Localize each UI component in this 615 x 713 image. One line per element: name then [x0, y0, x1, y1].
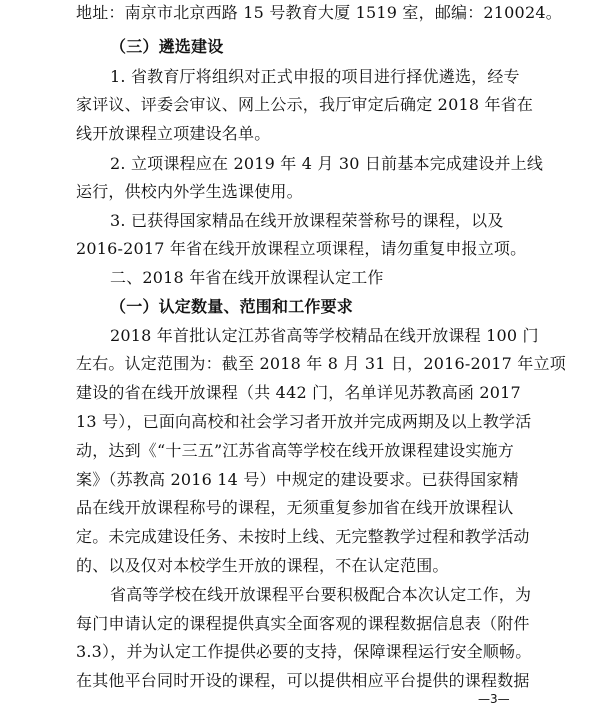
paragraph-line: 2018 年首批认定江苏省高等学校精品在线开放课程 100 门	[110, 326, 539, 345]
paragraph-line: 的、以及仅对本校学生开放的课程，不在认定范围。	[76, 556, 449, 575]
paragraph-line: 家评议、评委会审议、网上公示，我厅审定后确定 2018 年省在	[76, 95, 534, 114]
paragraph-line: 动，达到《“十三五”江苏省高等学校在线开放课程建设实施方	[76, 441, 514, 460]
section-heading-2018-course-recognition: 二、2018 年省在线开放课程认定工作	[110, 268, 384, 287]
paragraph-line: 运行，供校内外学生选课使用。	[76, 182, 303, 201]
subsection-heading-quantity-scope: （一）认定数量、范围和工作要求	[110, 297, 354, 316]
paragraph-line: 案》（苏教高 2016 14 号）中规定的建设要求。已获得国家精	[76, 470, 519, 489]
paragraph-line: 线开放课程立项建设名单。	[76, 124, 271, 143]
paragraph-line: 2016-2017 年省在线开放课程立项课程，请勿重复申报立项。	[76, 239, 527, 258]
paragraph-line: 建设的省在线开放课程（共 442 门，名单详见苏教高函 2017	[76, 383, 521, 402]
paragraph-line: 2. 立项课程应在 2019 年 4 月 30 日前基本完成建设并上线	[110, 154, 544, 173]
paragraph-line: 每门申请认定的课程提供真实全面客观的课程数据信息表（附件	[76, 614, 530, 633]
paragraph-line: 3. 已获得国家精品在线开放课程荣誉称号的课程，以及	[110, 211, 504, 230]
paragraph-line: 3.3），并为认定工作提供必要的支持，保障课程运行安全顺畅。	[76, 642, 532, 661]
paragraph-line: 定。未完成建设任务、未按时上线、无完整教学过程和教学活动	[76, 527, 530, 546]
paragraph-line: 品在线开放课程称号的课程，无须重复参加省在线开放课程认	[76, 498, 514, 517]
paragraph-line: 左右。认定范围为：截至 2018 年 8 月 31 日，2016-2017 年立项	[76, 354, 566, 373]
paragraph-line: 1. 省教育厅将组织对正式申报的项目进行择优遴选，经专	[110, 67, 520, 86]
page-number: —3—	[478, 692, 510, 706]
section-heading-selection: （三）遴选建设	[110, 37, 224, 56]
address-line: 地址：南京市北京西路 15 号教育大厦 1519 室，邮编：210024。	[76, 3, 562, 22]
paragraph-line: 省高等学校在线开放课程平台要积极配合本次认定工作，为	[110, 585, 532, 604]
paragraph-line: 13 号），已面向高校和社会学习者开放并完成两期及以上教学活	[76, 412, 532, 431]
paragraph-line: 在其他平台同时开设的课程，可以提供相应平台提供的课程数据	[76, 671, 530, 690]
